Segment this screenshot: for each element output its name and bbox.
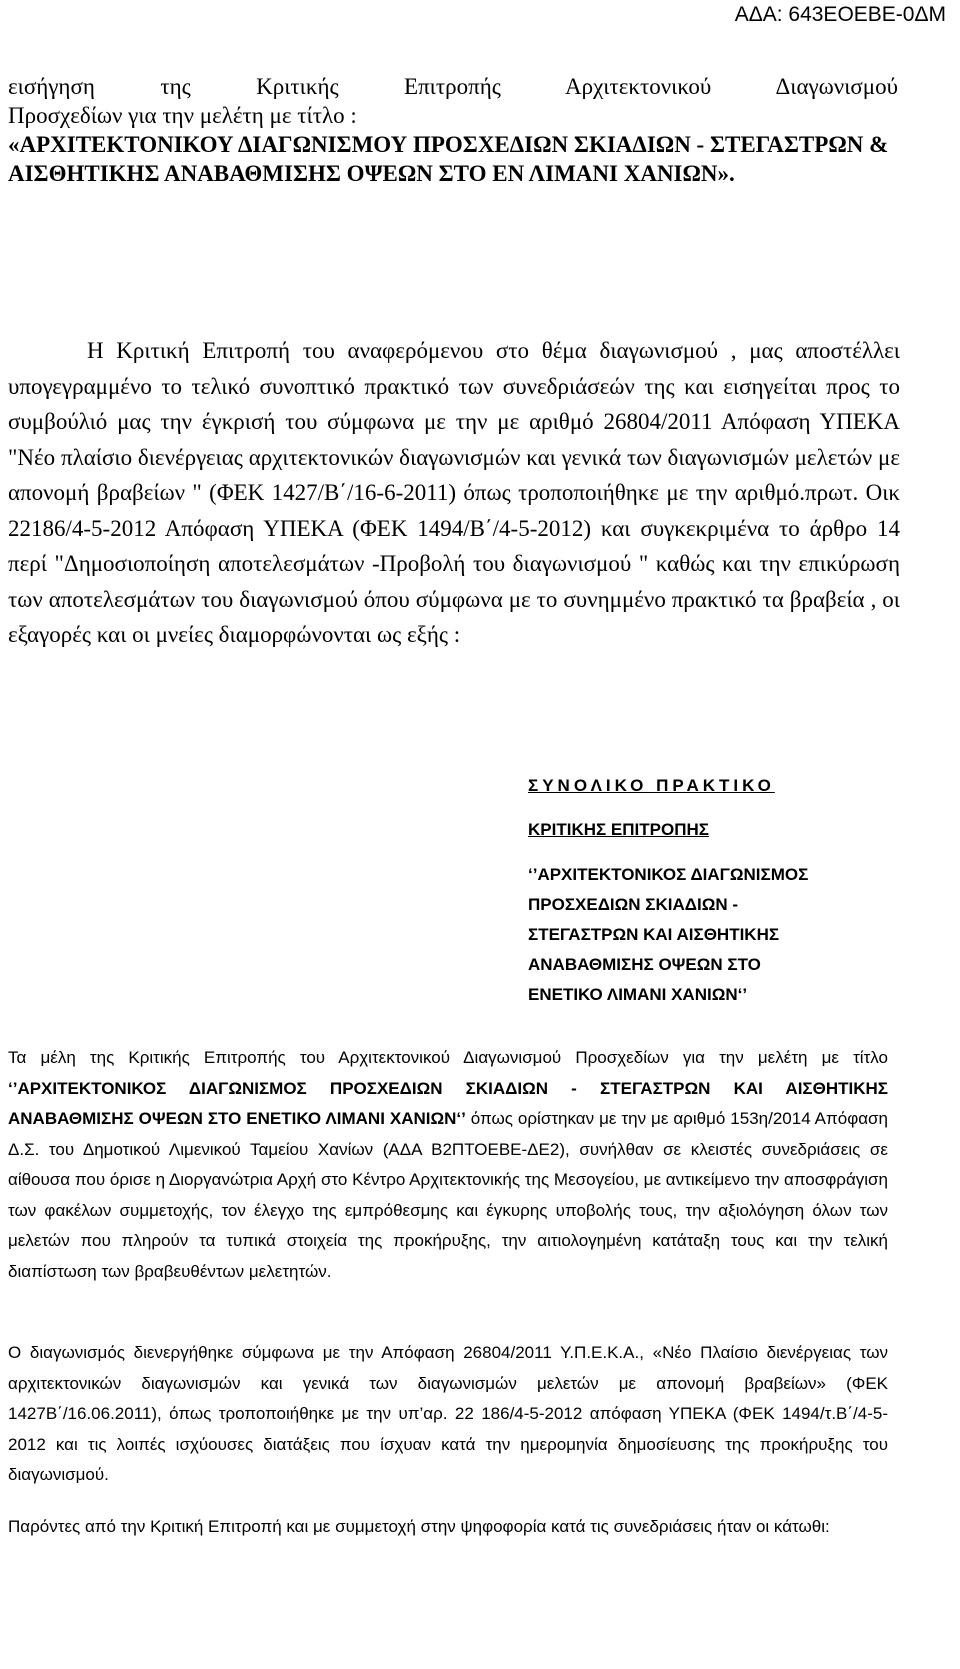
intro-block	[8, 72, 898, 188]
intro-line-2: Προσχεδίων για την μελέτη με τίτλο :	[8, 103, 357, 128]
intro-study-title: «ΑΡΧΙΤΕΚΤΟΝΙΚΟΥ ΔΙΑΓΩΝΙΣΜΟΥ ΠΡΟΣΧΕΔΙΩΝ ΣΚΙΑΔΙΩΝ - ΣΤΕΓΑΣΤΡΩΝ & ΑΙΣΘΗΤΙΚΗΣ ΑΝΑΒΑΘΜΙΣΗΣ ΟΨΕΩΝ ΣΤΟ ΕΝ ΛΙΜΑΝΙ ΧΑΝΙΩΝ».	[8, 132, 889, 186]
competition-title: ‘’ΑΡΧΙΤΕΚΤΟΝΙΚΟΣ ΔΙΑΓΩΝΙΣΜΟΣ ΠΡΟΣΧΕΔΙΩΝ ΣΚΙΑΔΙΩΝ - ΣΤΕΓΑΣΤΡΩΝ ΚΑΙ ΑΙΣΘΗΤΙΚΗΣ ΑΝΑΒΑΘΜΙΣΗΣ ΟΨΕΩΝ ΣΤΟ ΕΝΕΤΙΚΟ ΛΙΜΑΝΙ ΧΑΝΙΩΝ‘’	[528, 865, 809, 1004]
members-paragraph	[8, 1043, 888, 1287]
ada-reference: ΑΔΑ: 643ΕΟΕΒΕ-0ΔΜ	[734, 3, 946, 26]
main-paragraph: Η Κριτική Επιτροπή του αναφερόμενου στο θέμα διαγωνισμού , μας αποστέλλει υπογεγραμμένο το τελικό συνοπτικό πρακτικό των συνεδριάσεών της και εισηγείται προς το συμβούλιό μας την έγκρισή του σύμφωνα με την με αριθμό 26804/2011 Απόφαση ΥΠΕΚΑ "Νέο πλαίσιο διενέργειας αρχιτεκτονικών διαγωνισμών και γενικά των διαγωνισμών μελετών με απονομή βραβείων " (ΦΕΚ 1427/Β΄/16-6-2011) όπως τροποποιήθηκε με την αριθμό.πρωτ. Οικ 22186/4-5-2012 Απόφαση ΥΠΕΚΑ (ΦΕΚ 1494/Β΄/4-5-2012) και συγκεκριμένα το άρθρο 14 περί "Δημοσιοποίηση αποτελεσμάτων -Προβολή του διαγωνισμού " καθώς και την επικύρωση των αποτελεσμάτων του διαγωνισμού όπου σύμφωνα με το συνημμένο πρακτικό τα βραβεία , οι εξαγορές και οι μνείες διαμορφώνονται ως εξής :	[8, 338, 900, 647]
summary-title: ΣΥΝΟΛΙΚΟ ΠΡΑΚΤΙΚΟ	[528, 776, 775, 795]
attendees-paragraph: Παρόντες από την Κριτική Επιτροπή και με συμμετοχή στην ψηφοφορία κατά τις συνεδριάσεις ήταν οι κάτωθι:	[8, 1517, 830, 1536]
members-paragraph-intro: Τα μέλη της Κριτικής Επιτροπής του Αρχιτεκτονικού Διαγωνισμού Προσχεδίων για την μελέτη με τίτλο	[8, 1048, 888, 1067]
committee-title: ΚΡΙΤΙΚΗΣ ΕΠΙΤΡΟΠΗΣ	[528, 820, 709, 839]
competition-paragraph: Ο διαγωνισμός διενεργήθηκε σύμφωνα με την Απόφαση 26804/2011 Υ.Π.Ε.Κ.Α., «Νέο Πλαίσιο διενέργειας των αρχιτεκτονικών διαγωνισμών και γενικά των διαγωνισμών μελετών με απονομή βραβείων» (ΦΕΚ 1427Β΄/16.06.2011), όπως τροποποιήθηκε με την υπ’αρ. 22 186/4-5-2012 απόφαση ΥΠΕΚΑ (ΦΕΚ 1494/τ.Β΄/4-5-2012 και τις λοιπές ισχύουσες διατάξεις που ίσχυαν κατά την ημερομηνία δημοσίευσης της προκήρυξης του διαγωνισμού.	[8, 1343, 888, 1484]
intro-line-1: εισήγηση της Κριτικής Επιτροπής Αρχιτεκτονικού Διαγωνισμού	[8, 74, 898, 99]
summary-heading-block	[528, 773, 908, 1010]
members-paragraph-rest: όπως ορίστηκαν με την με αριθμό 153η/2014 Απόφαση Δ.Σ. του Δημοτικού Λιμενικού Ταμείου Χανίων (ΑΔΑ Β2ΠΤΟΕΒΕ-ΔΕ2), συνήλθαν σε κλειστές συνεδριάσεις σε αίθουσα που όρισε η Διοργανώτρια Αρχή στο Κέντρο Αρχιτεκτονικής της Μεσογείου, με αντικείμενο την αποσφράγιση των φακέλων συμμετοχής, τον έλεγχο της εμπρόθεσμης και έγκυρης υποβολής τους, την αξιολόγηση όλων των μελετών που πληρούν τα τυπικά στοιχεία της προκήρυξης, την αιτιολογημένη κατάταξη τους και την τελική διαπίστωση των βραβευθέντων μελετητών.	[8, 1109, 888, 1281]
members-paragraph-title: ‘’ΑΡΧΙΤΕΚΤΟΝΙΚΟΣ ΔΙΑΓΩΝΙΣΜΟΣ ΠΡΟΣΧΕΔΙΩΝ ΣΚΙΑΔΙΩΝ - ΣΤΕΓΑΣΤΡΩΝ ΚΑΙ ΑΙΣΘΗΤΙΚΗΣ ΑΝΑΒΑΘΜΙΣΗΣ ΟΨΕΩΝ ΣΤΟ ΕΝΕΤΙΚΟ ΛΙΜΑΝΙ ΧΑΝΙΩΝ‘’	[8, 1078, 888, 1128]
